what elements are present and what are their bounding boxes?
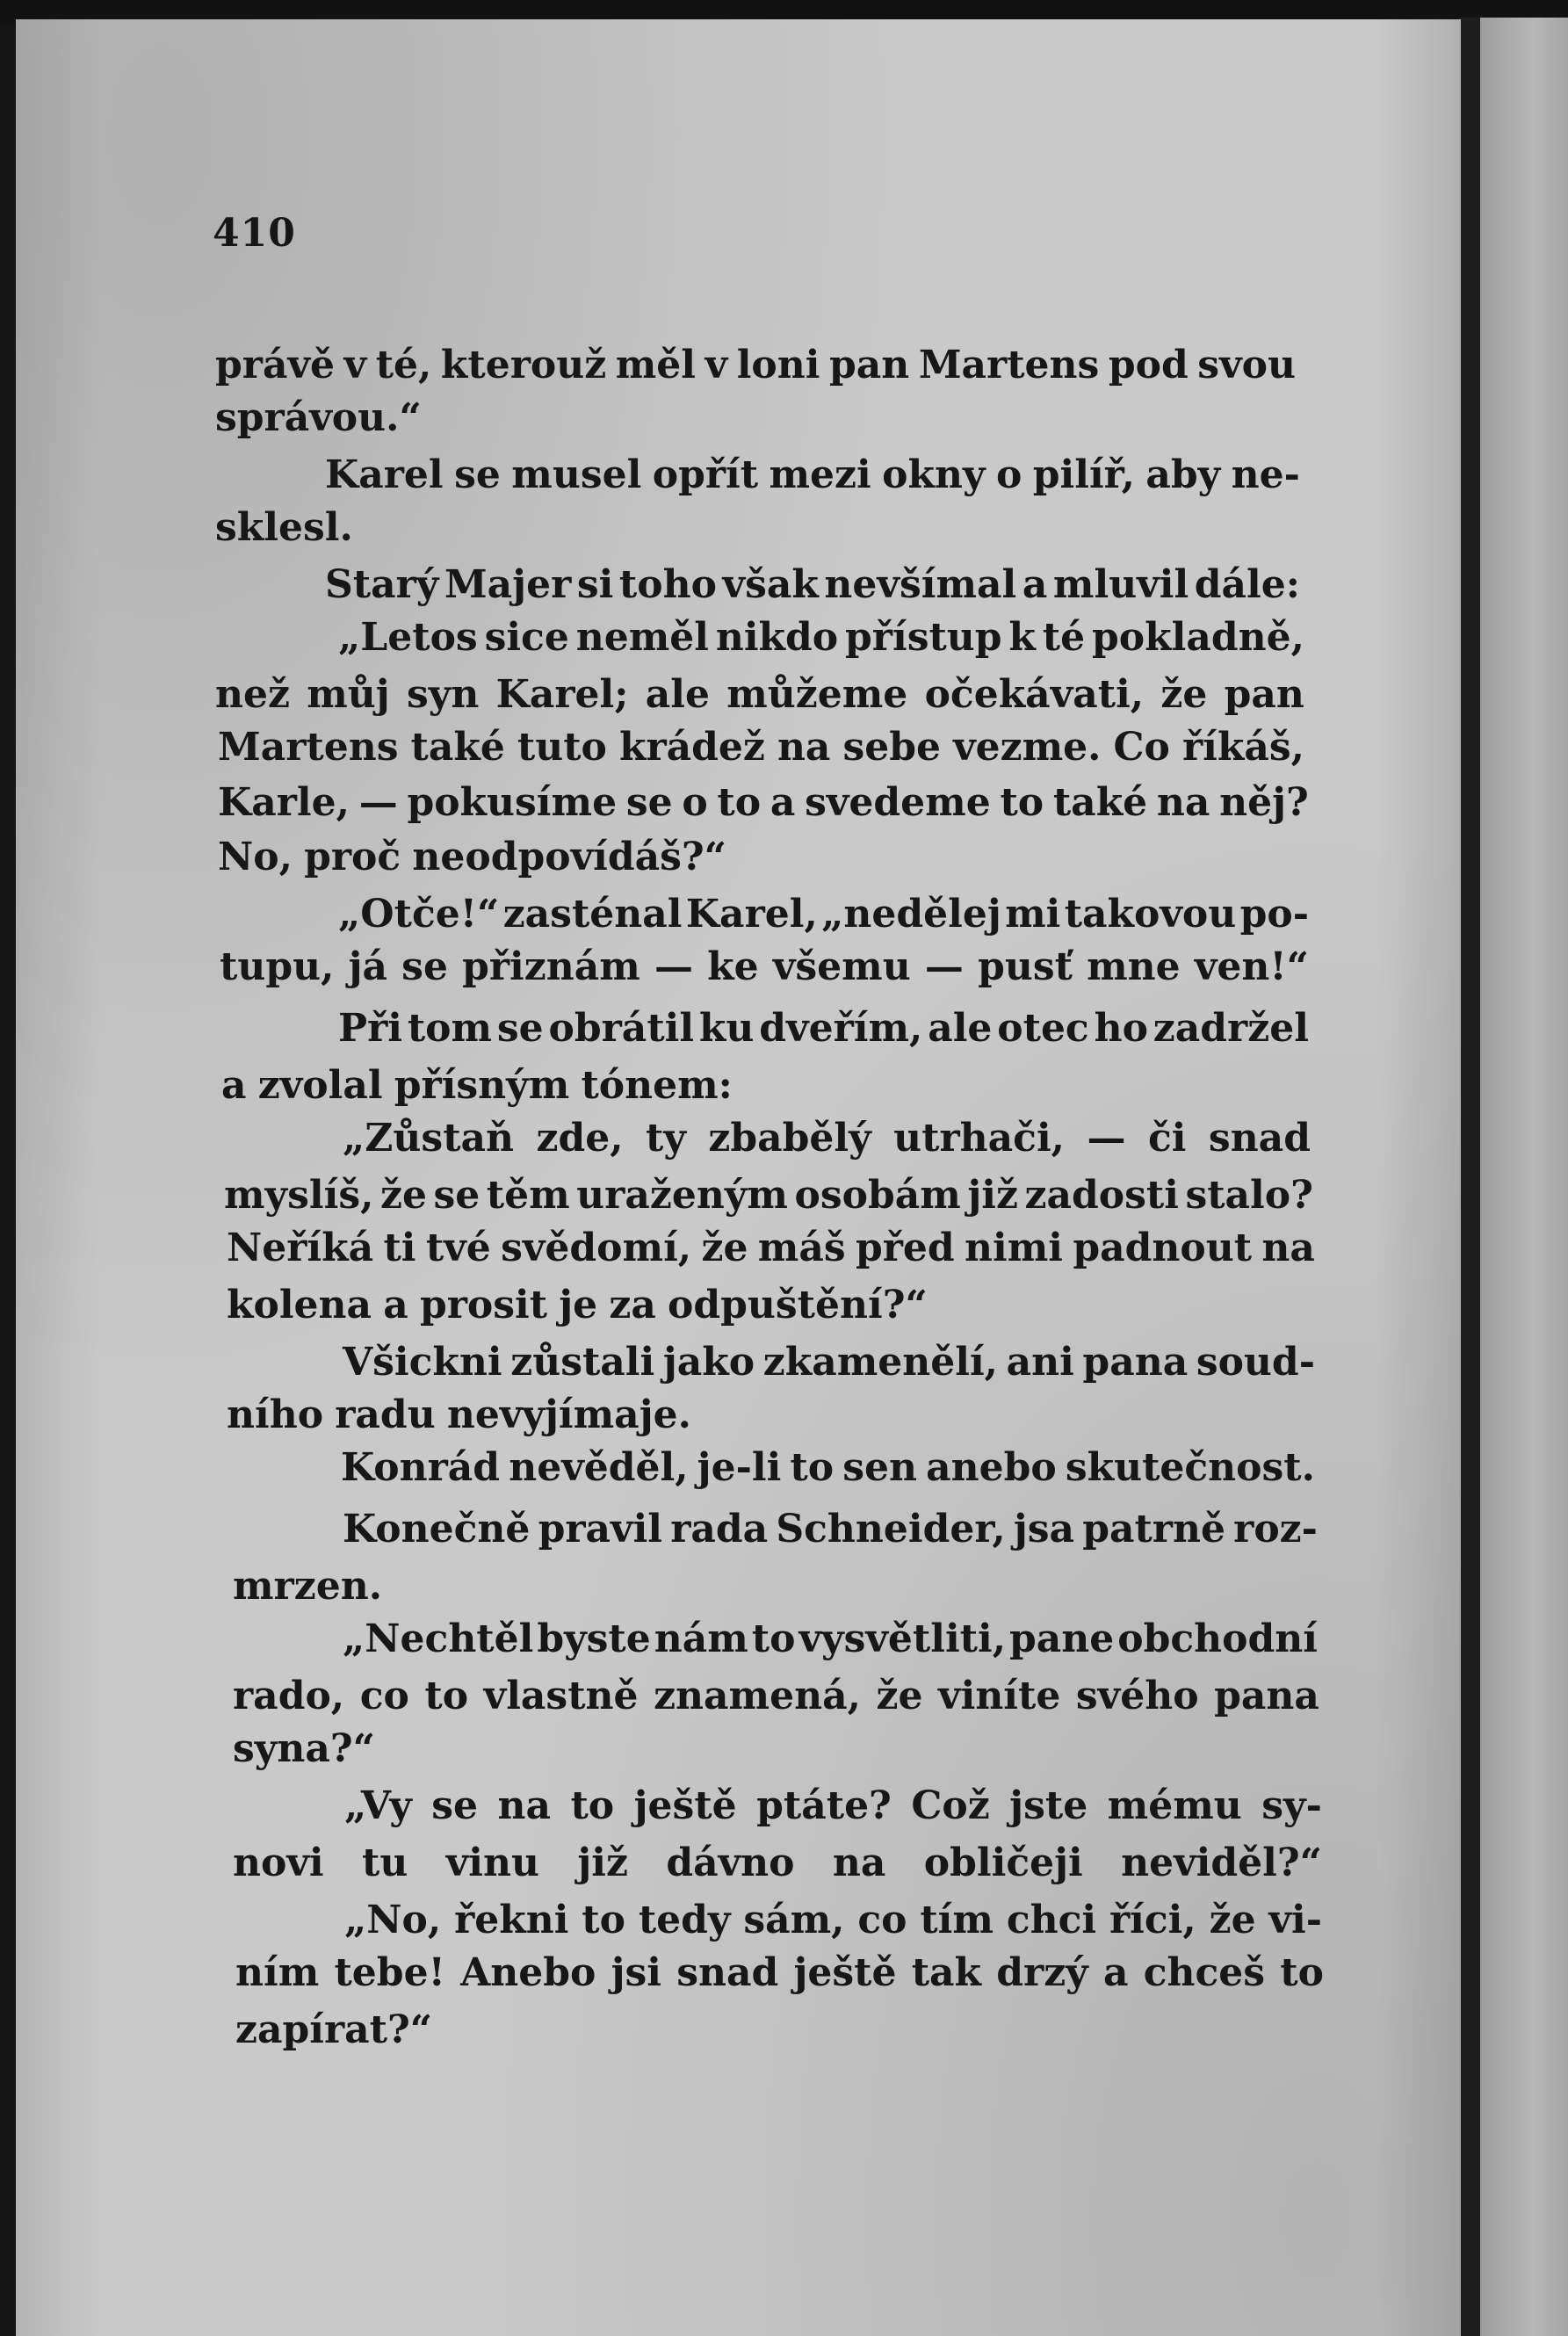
text-line [343, 1616, 1318, 1661]
word: Martens [218, 725, 399, 770]
word: Při [338, 1006, 402, 1051]
word: sice [484, 615, 569, 660]
word: a [770, 780, 796, 825]
word: to [1000, 780, 1044, 825]
word: opřít [652, 452, 759, 497]
word: to [424, 1674, 469, 1718]
word: vi- [1268, 1898, 1322, 1942]
text-line [221, 1063, 733, 1108]
word: tvé [425, 1226, 491, 1270]
text-line [338, 892, 1309, 937]
word: radu [335, 1392, 436, 1437]
word: jsa [1013, 1507, 1075, 1551]
text-line [233, 1674, 1319, 1718]
word: svého [1075, 1674, 1199, 1718]
word: snad [1208, 1116, 1311, 1161]
text-line [220, 944, 1309, 989]
word: kolena [227, 1283, 372, 1327]
word: patrně [1082, 1507, 1225, 1551]
word: toho [618, 562, 717, 607]
word: utrhači, [893, 1116, 1065, 1161]
word: — [654, 944, 693, 989]
word: či [1147, 1116, 1187, 1161]
word: si [576, 562, 614, 607]
word: pokladně, [1092, 615, 1304, 660]
word: pane [1009, 1616, 1115, 1661]
word: musel [511, 452, 642, 497]
word: pokusíme [407, 780, 618, 825]
word: já [348, 944, 387, 989]
word: aby [1145, 452, 1221, 497]
word: ního [227, 1392, 324, 1437]
word: „nedělej [821, 892, 1001, 937]
word: můj [307, 672, 390, 717]
word: soud- [1196, 1340, 1315, 1385]
word: ještě [633, 1783, 737, 1828]
word: a [1102, 1950, 1129, 1995]
word: mi [1005, 892, 1061, 937]
word: však [722, 562, 819, 607]
word: říkáš, [1181, 725, 1304, 770]
word: ku [698, 1006, 755, 1051]
word: k [1008, 615, 1036, 660]
word: tónem: [581, 1063, 733, 1108]
word: vlastně [483, 1674, 639, 1718]
word: myslíš, [224, 1173, 374, 1218]
word: řekni [454, 1898, 569, 1942]
word: pana [1082, 1340, 1189, 1385]
word: obchodní [1117, 1616, 1318, 1661]
word: svedeme [805, 780, 991, 825]
text-line [338, 615, 1304, 660]
word: na [1156, 780, 1210, 825]
text-line [235, 1950, 1324, 1995]
word: pan [829, 343, 910, 387]
word: zde, [536, 1116, 624, 1161]
word: všemu [772, 944, 911, 989]
word: právě [215, 343, 336, 387]
word: je [559, 1283, 598, 1327]
word: v [705, 343, 728, 387]
word: se [433, 1173, 481, 1218]
word: Karel, [685, 892, 818, 937]
word: ptáte? [756, 1783, 892, 1828]
word: — [924, 944, 964, 989]
word: viníte [938, 1674, 1061, 1718]
word: Všickni [343, 1340, 502, 1385]
word: padnout [1073, 1226, 1253, 1270]
word: očekávati, [924, 672, 1145, 717]
word: tím [920, 1898, 994, 1942]
word: té [1042, 615, 1086, 660]
word: se [431, 1783, 479, 1828]
word: okny [882, 452, 986, 497]
word: jako [662, 1340, 755, 1385]
word: — [1087, 1116, 1126, 1161]
text-line [218, 780, 1309, 825]
word: Konrád [341, 1445, 501, 1490]
word: a [383, 1283, 408, 1327]
text-line [233, 1564, 382, 1609]
word: správou.“ [215, 395, 422, 440]
word: se [454, 452, 501, 497]
word: roz- [1233, 1507, 1318, 1551]
word: syn [406, 672, 480, 717]
word: Co [1113, 725, 1170, 770]
word: zadosti [1024, 1173, 1179, 1218]
text-line [218, 725, 1304, 770]
word: Neříká [227, 1226, 374, 1270]
word: zůstali [510, 1340, 655, 1385]
word: v [343, 343, 367, 387]
word: než [215, 672, 290, 717]
word: něj? [1219, 780, 1309, 825]
word: té, [375, 343, 432, 387]
word: vezme. [953, 725, 1102, 770]
word: — [358, 780, 398, 825]
word: syna?“ [233, 1726, 375, 1771]
word: po- [1239, 892, 1309, 937]
word: dveřím, [759, 1006, 923, 1051]
word: měl [615, 343, 697, 387]
word: můžeme [726, 672, 908, 717]
word: říci, [1109, 1898, 1196, 1942]
word: pan [1224, 672, 1304, 717]
word: to [570, 1783, 615, 1828]
word: ale [928, 1006, 993, 1051]
word: dávno [666, 1841, 795, 1885]
word: ale [645, 672, 710, 717]
word: že [379, 1173, 427, 1218]
word: „No, [344, 1898, 442, 1942]
word: pusť [978, 944, 1073, 989]
text-line [235, 2007, 432, 2052]
word: ke [707, 944, 759, 989]
word: proč [304, 835, 401, 879]
word: prosit [419, 1283, 548, 1327]
word: No, [218, 835, 293, 879]
word: Schneider, [776, 1507, 1006, 1551]
text-line [224, 1173, 1313, 1218]
word: znamená, [654, 1674, 861, 1718]
text-line [218, 835, 726, 879]
word: před [855, 1226, 955, 1270]
word: obrátil [548, 1006, 695, 1051]
word: chceš [1143, 1950, 1266, 1995]
word: mluvil [1052, 562, 1189, 607]
word: kterouž [440, 343, 607, 387]
word: to [582, 1898, 625, 1942]
word: Konečně [343, 1507, 531, 1551]
word: také [1052, 780, 1148, 825]
text-line [233, 1841, 1322, 1885]
word: o [682, 780, 708, 825]
word: mne [1087, 944, 1181, 989]
word: že [1209, 1898, 1256, 1942]
word: mrzen. [233, 1564, 383, 1609]
text-line [344, 1783, 1322, 1828]
word: nikdo [715, 615, 839, 660]
word: svědomí, [501, 1226, 692, 1270]
word: ho [1094, 1006, 1148, 1051]
text-line [343, 1507, 1318, 1551]
word: Karel; [495, 672, 629, 717]
word: chci [1006, 1898, 1097, 1942]
word: dále: [1194, 562, 1300, 607]
text-line [338, 1006, 1309, 1051]
word: osobám [794, 1173, 961, 1218]
word: drzý [996, 1950, 1088, 1995]
word: již [967, 1173, 1018, 1218]
word: nimi [965, 1226, 1064, 1270]
word: přístup [845, 615, 1002, 660]
word: pravil [538, 1507, 663, 1551]
word: to [751, 1616, 796, 1661]
word: že [1160, 672, 1208, 717]
word: na [832, 1841, 886, 1885]
word: nevšímal [824, 562, 1017, 607]
word: anebo [926, 1445, 1057, 1490]
word: sám, [743, 1898, 845, 1942]
word: na [777, 725, 831, 770]
word: co [359, 1674, 409, 1718]
word: novi [233, 1841, 324, 1885]
text-line [215, 505, 353, 550]
word: zasténal [502, 892, 683, 937]
word: je-li [697, 1445, 782, 1490]
word: a [1022, 562, 1048, 607]
word: mezi [769, 452, 871, 497]
word: máš [757, 1226, 846, 1270]
word: to [717, 780, 762, 825]
word: a [221, 1063, 247, 1108]
word: byste [537, 1616, 651, 1661]
word: tedy [638, 1898, 731, 1942]
word: Což [911, 1783, 990, 1828]
word: to [790, 1445, 835, 1490]
word: otec [997, 1006, 1089, 1051]
word: Starý [325, 562, 439, 607]
word: sklesl. [215, 505, 353, 550]
word: ty [646, 1116, 686, 1161]
word: vysvětliti, [798, 1616, 1007, 1661]
text-line [325, 562, 1300, 607]
word: to [1280, 1950, 1324, 1995]
word: ještě [793, 1950, 897, 1995]
word: Anebo [460, 1950, 596, 1995]
word: tom [407, 1006, 493, 1051]
word: skutečnost. [1065, 1445, 1315, 1490]
word: obličeji [923, 1841, 1083, 1885]
word: neviděl?“ [1121, 1841, 1322, 1885]
word: nám [654, 1616, 748, 1661]
word: se [625, 780, 673, 825]
text-line [233, 1726, 375, 1771]
word: jsi [611, 1950, 661, 1995]
word: že [701, 1226, 748, 1270]
word: snad [676, 1950, 779, 1995]
word: Karel [325, 452, 444, 497]
word: na [497, 1783, 551, 1828]
word: že [876, 1674, 923, 1718]
word: přísným [394, 1063, 570, 1108]
word: neměl [575, 615, 709, 660]
word: tak [911, 1950, 982, 1995]
word: Martens [918, 343, 1100, 387]
word: „Letos [338, 615, 478, 660]
text-line [343, 1116, 1311, 1161]
word: uraženým [576, 1173, 788, 1218]
word: ven!“ [1194, 944, 1309, 989]
word: za [609, 1283, 656, 1327]
word: ani [1006, 1340, 1074, 1385]
word: stalo? [1185, 1173, 1313, 1218]
word: již [577, 1841, 628, 1885]
word: zadržel [1153, 1006, 1309, 1051]
word: rado, [233, 1674, 345, 1718]
word: ním [235, 1950, 320, 1995]
word: mému [1107, 1783, 1242, 1828]
word: Karle, [218, 780, 350, 825]
word: „Nechtěl [343, 1616, 534, 1661]
word: se [496, 1006, 544, 1051]
word: na [1261, 1226, 1315, 1270]
word: pana [1214, 1674, 1319, 1718]
word: nevěděl, [509, 1445, 689, 1490]
facing-page-edge [1480, 18, 1568, 2336]
word: pod [1108, 343, 1189, 387]
word: rada [670, 1507, 769, 1551]
word: „Vy [344, 1783, 412, 1828]
word: také [410, 725, 505, 770]
text-line [227, 1226, 1315, 1270]
word: přiznám [462, 944, 640, 989]
word: „Zůstaň [343, 1116, 515, 1161]
word: tupu, [220, 944, 335, 989]
word: loni [736, 343, 820, 387]
word: se [401, 944, 448, 989]
word: tuto [517, 725, 607, 770]
word: těm [486, 1173, 570, 1218]
word: co [857, 1898, 907, 1942]
word: o [995, 452, 1022, 497]
word: zkamenělí, [762, 1340, 998, 1385]
text-line [215, 672, 1304, 717]
word: Majer [444, 562, 572, 607]
word: jste [1009, 1783, 1088, 1828]
word: pilíř, [1032, 452, 1135, 497]
word: nevyjímaje. [446, 1392, 691, 1437]
text-line [215, 343, 1296, 387]
text-line [215, 395, 422, 440]
word: zapírat?“ [235, 2007, 433, 2052]
text-line [325, 452, 1300, 497]
word: tu [362, 1841, 408, 1885]
word: zbabělý [708, 1116, 871, 1161]
word: neodpovídáš?“ [412, 835, 726, 879]
word: takovou [1064, 892, 1237, 937]
text-line [344, 1898, 1322, 1942]
word: sy- [1261, 1783, 1322, 1828]
word: vinu [445, 1841, 539, 1885]
text-line [227, 1283, 928, 1327]
text-line [343, 1340, 1315, 1385]
text-line [227, 1392, 691, 1437]
word: ne- [1231, 452, 1300, 497]
text-line [341, 1445, 1315, 1490]
word: zvolal [257, 1063, 383, 1108]
word: sebe [842, 725, 942, 770]
word: tebe! [334, 1950, 445, 1995]
word: ti [383, 1226, 416, 1270]
word: svou [1197, 343, 1296, 387]
word: sen [842, 1445, 917, 1490]
word: „Otče!“ [338, 892, 500, 937]
page-number: 410 [213, 211, 296, 256]
page-gutter [1461, 18, 1480, 2336]
word: odpuštění?“ [668, 1283, 928, 1327]
word: krádež [618, 725, 765, 770]
